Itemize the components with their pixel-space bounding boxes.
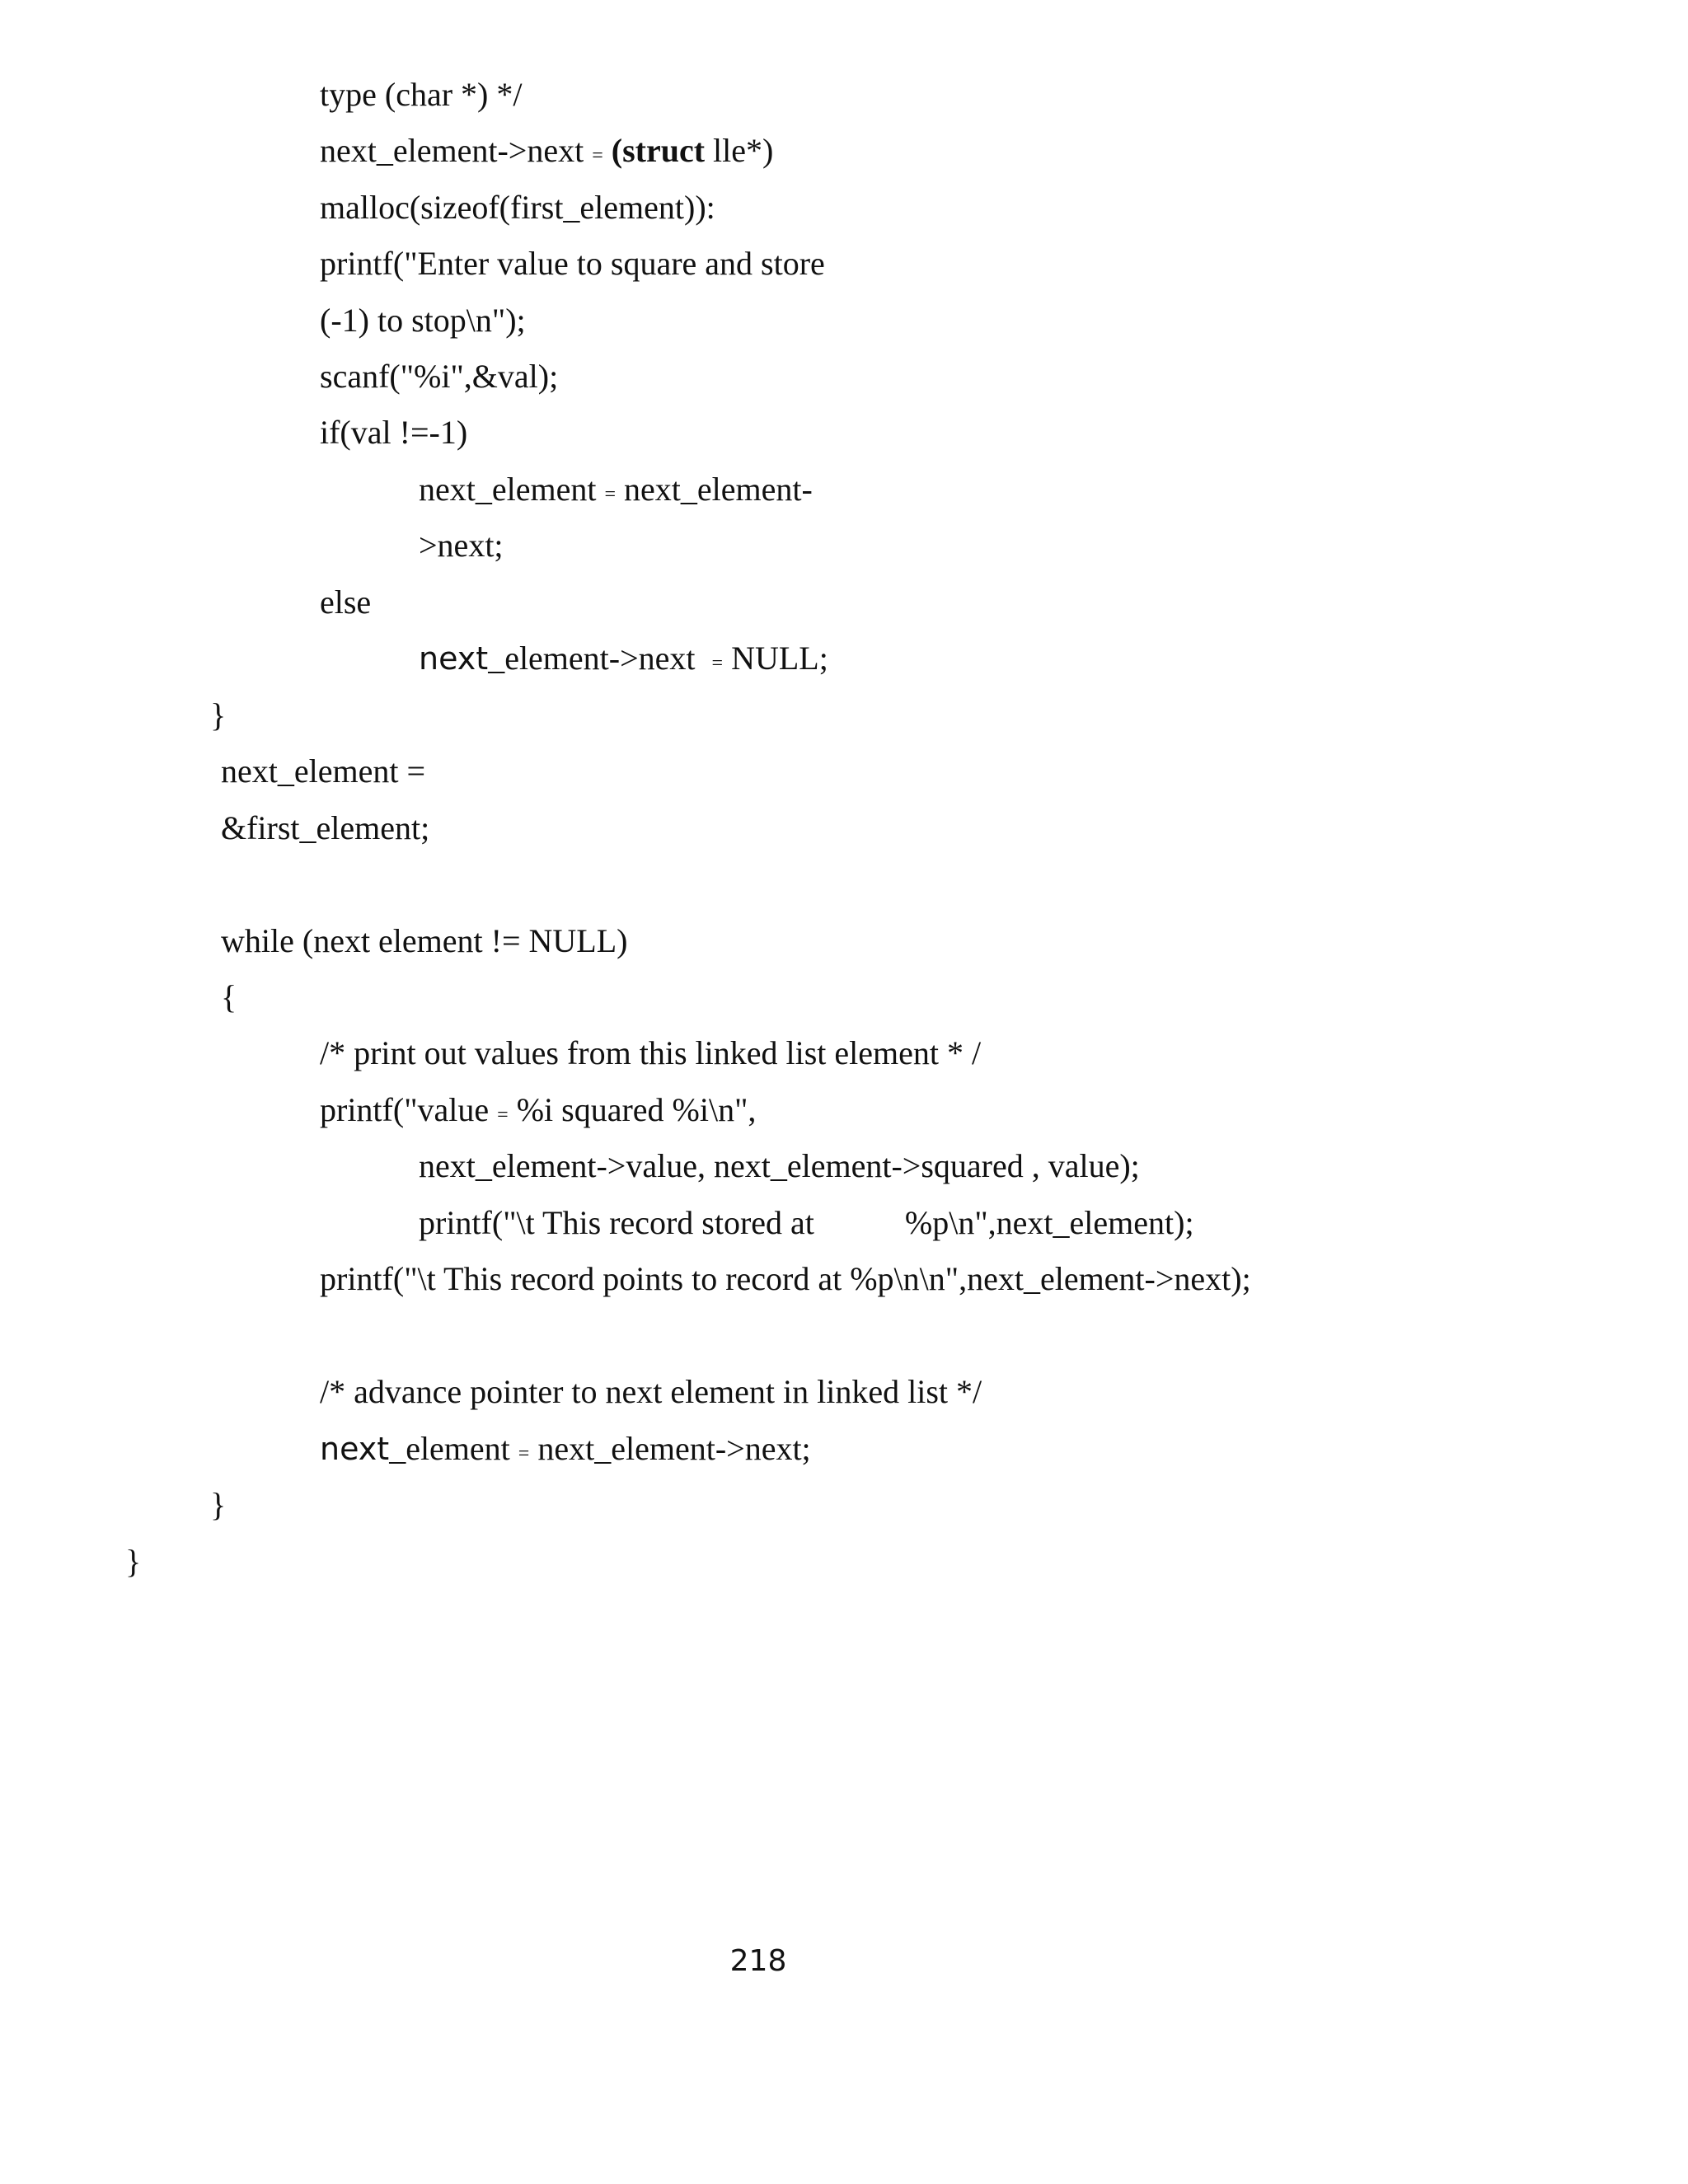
code-line-4: printf("Enter value to square and store [320,245,825,282]
code-line-18: printf("value = %i squared %i\n", [320,1091,757,1128]
code-line-21: printf("\t This record points to record at %p\n\n",next_element->next); [320,1260,1251,1297]
code-line-22: /* advance pointer to next element in linked list */ [320,1373,982,1410]
code-line-2: next_element->next = (struct lle*) [320,132,774,169]
code-line-24: } [210,1486,227,1523]
code-line-5: (-1) to stop\n"); [320,302,526,339]
code-line-20: printf("\t This record stored at %p\n",next_element); [419,1204,1194,1241]
code-line-15: while (next element != NULL) [221,922,628,959]
code-line-14: &first_element; [221,809,430,846]
code-line-1: type (char *) */ [320,76,523,113]
code-line-12: } [210,696,227,733]
code-line-25: } [125,1543,142,1580]
code-line-6: scanf("%i",&val); [320,358,559,395]
code-line-9: >next; [419,527,504,564]
code-line-3: malloc(sizeof(first_element)): [320,189,715,226]
code-line-19: next_element->value, next_element->squared , value); [419,1147,1140,1184]
code-line-13: next_element = [221,752,426,790]
page-number: 218 [729,1944,787,1978]
code-line-23: next_element = next_element->next; [320,1430,811,1467]
code-line-17: /* print out values from this linked list element * / [320,1034,982,1071]
code-line-8: next_element = next_element- [419,471,813,508]
code-line-7: if(val !=-1) [320,414,468,451]
code-line-16: { [221,978,237,1015]
code-line-11: next_element->next = NULL; [419,640,828,677]
code-line-10: else [320,583,372,621]
